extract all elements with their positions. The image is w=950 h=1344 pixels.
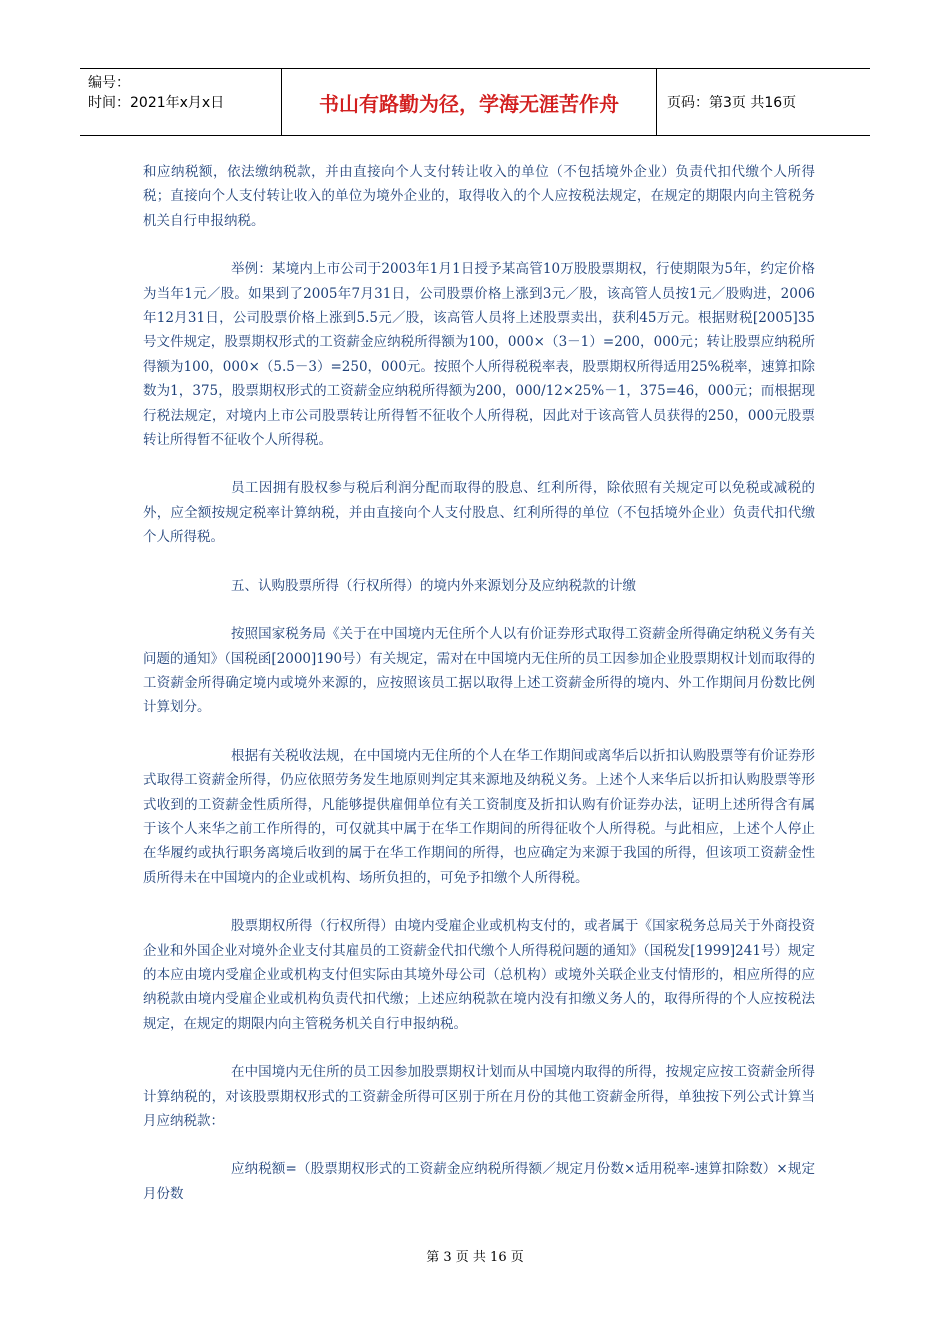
page-header bbox=[80, 68, 870, 136]
section-heading: 五、认购股票所得（行权所得）的境内外来源划分及应纳税款的计缴 bbox=[231, 577, 636, 594]
header-page-info: 页码：第3页 共16页 bbox=[667, 95, 797, 111]
document-body bbox=[143, 160, 815, 1230]
paragraph: 员工因拥有股权参与税后利润分配而取得的股息、红利所得，除依照有关规定可以免税或减税的外，应全额按规定税率计算纳税，并由直接向个人支付股息、红利所得的单位（不包括境外企业）负责代扣代缴个人所得税。 bbox=[143, 480, 815, 546]
paragraph: 根据有关税收法规，在中国境内无住所的个人在华工作期间或离华后以折扣认购股票等有价证券形式取得工资薪金所得，仍应依照劳务发生地原则判定其来源地及纳税义务。上述个人来华后以折扣认购股票等形式收到的工资薪金性质所得，凡能够提供雇佣单位有关工资制度及折扣认购有价证券办法，证明上述所得含有属于该个人来华之前工作所得的，可仅就其中属于在华工作期间的所得征收个人所得税。与此相应，上述个人停止在华履约或执行职务离境后收到的属于在华工作期间的所得，也应确定为来源于我国的所得，但该项工资薪金性质所得未在中国境内的企业或机构、场所负担的，可免予扣缴个人所得税。 bbox=[143, 747, 815, 886]
header-motto: 书山有路勤为径，学海无涯苦作舟 bbox=[282, 69, 657, 135]
paragraph: 按照国家税务局《关于在中国境内无住所个人以有价证券形式取得工资薪金所得确定纳税义务有关问题的通知》（国税函[2000]190号）有关规定，需对在中国境内无住所的员工因参加企业股票期权计划而取得的工资薪金所得确定境内或境外来源的，应按照该员工据以取得上述工资薪金所得的境内、外工作期间月份数比例计算划分。 bbox=[143, 626, 815, 716]
document-number: 编号： bbox=[88, 75, 130, 91]
document-date: 时间：2021年x月x日 bbox=[88, 95, 225, 111]
formula: 应纳税额=（股票期权形式的工资薪金应纳税所得额／规定月份数×适用税率-速算扣除数）×规定月份数 bbox=[143, 1161, 815, 1202]
paragraph: 在中国境内无住所的员工因参加股票期权计划而从中国境内取得的所得，按规定应按工资薪金所得计算纳税的，对该股票期权形式的工资薪金所得可区别于所在月份的其他工资薪金所得，单独按下列公式计算当月应纳税款： bbox=[143, 1064, 815, 1129]
page-footer: 第 3 页 共 16 页 bbox=[426, 1250, 524, 1265]
paragraph: 股票期权所得（行权所得）由境内受雇企业或机构支付的，或者属于《国家税务总局关于外商投资企业和外国企业对境外企业支付其雇员的工资薪金代扣代缴个人所得税问题的通知》（国税发[1999]241号）规定的本应由境内受雇企业或机构支付但实际由其境外母公司（总机构）或境外关联企业支付情形的，相应所得的应纳税款由境内受雇企业或机构负责代扣代缴；上述应纳税款在境内没有扣缴义务人的，取得所得的个人应按税法规定，在规定的期限内向主管税务机关自行申报纳税。 bbox=[143, 918, 815, 1032]
header-meta bbox=[80, 69, 282, 135]
paragraph: 举例：某境内上市公司于2003年1月1日授予某高管10万股股票期权，行使期限为5年，约定价格为当年1元／股。如果到了2005年7月31日，公司股票价格上涨到3元／股，该高管人员按1元／股购进，2006年12月31日，公司股票价格上涨到5.5元／股，该高管人员将上述股票卖出，获利45万元。根据财税[2005]35号文件规定，股票期权形式的工资薪金应纳税所得额为100，000×（3－1）=200，000元；转让股票应纳税所得额为100，000×（5.5－3）=250，000元。按照个人所得税税率表，股票期权所得适用25%税率，速算扣除数为1，375，股票期权形式的工资薪金应纳税所得额为200，000/12×25%－1，375=46，000元；而根据现行税法规定，对境内上市公司股票转让所得暂不征收个人所得税，因此对于该高管人员获得的250，000元股票转让所得暂不征收个人所得税。 bbox=[143, 261, 815, 449]
paragraph: 和应纳税额，依法缴纳税款，并由直接向个人支付转让收入的单位（不包括境外企业）负责代扣代缴个人所得税；直接向个人支付转让收入的单位为境外企业的，取得收入的个人应按税法规定，在规定的期限内向主管税务机关自行申报纳税。 bbox=[143, 164, 815, 229]
